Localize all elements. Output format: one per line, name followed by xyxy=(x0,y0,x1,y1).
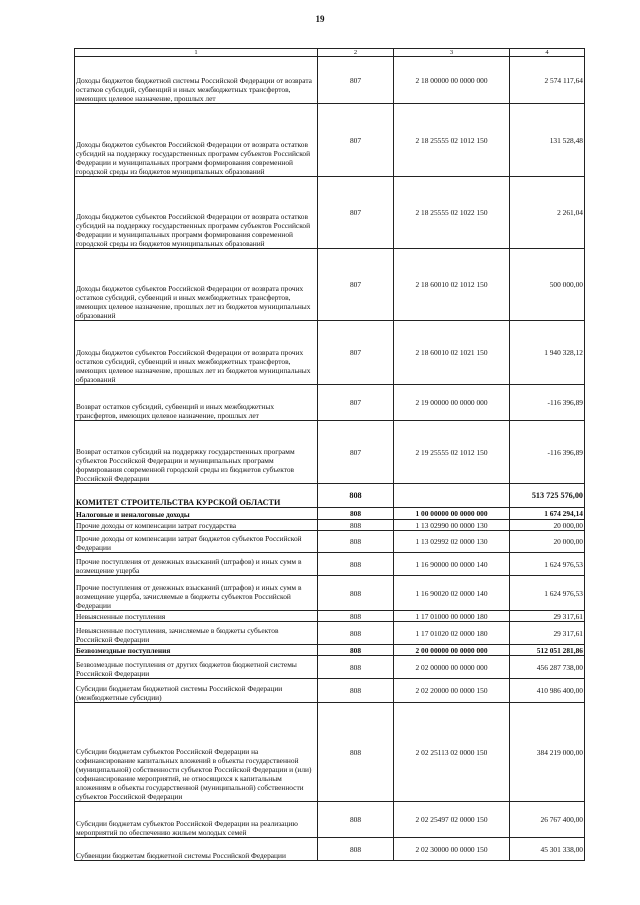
row-admin-code: 808 xyxy=(318,622,394,645)
row-admin-code: 807 xyxy=(318,321,394,385)
table-row xyxy=(75,645,585,656)
row-budget-code: 1 16 90000 00 0000 140 xyxy=(394,553,510,576)
row-amount: 1 624 976,53 xyxy=(510,553,585,576)
table-row xyxy=(75,321,585,385)
table-row xyxy=(75,679,585,703)
row-budget-code: 2 18 60010 02 1012 150 xyxy=(394,249,510,321)
row-admin-code: 808 xyxy=(318,484,394,508)
row-budget-code: 1 13 02992 02 0000 130 xyxy=(394,531,510,553)
row-name: Доходы бюджетов субъектов Российской Федерации от возврата остатков субсидий на поддержку государственных программ субъектов Российской Федерации и муниципальных программ формирования современной городской среды из бюджетов муниципальных образований xyxy=(75,104,318,177)
row-budget-code: 2 18 00000 00 0000 000 xyxy=(394,57,510,104)
table-row xyxy=(75,385,585,421)
row-budget-code: 2 02 30000 00 0000 150 xyxy=(394,838,510,861)
row-amount: 410 986 400,00 xyxy=(510,679,585,703)
row-amount: 2 574 117,64 xyxy=(510,57,585,104)
row-admin-code: 808 xyxy=(318,611,394,622)
row-amount: 1 674 294,14 xyxy=(510,508,585,520)
row-amount: 29 317,61 xyxy=(510,622,585,645)
row-name: Прочие доходы от компенсации затрат бюджетов субъектов Российской Федерации xyxy=(75,531,318,553)
row-name: Доходы бюджетов бюджетной системы Российской Федерации от возврата остатков субсидий, субвенций и иных межбюджетных трансфертов, имеющих целевое назначение, прошлых лет xyxy=(75,57,318,104)
row-admin-code: 808 xyxy=(318,838,394,861)
row-name: Безвозмездные поступления xyxy=(75,645,318,656)
row-admin-code: 808 xyxy=(318,508,394,520)
table-row xyxy=(75,57,585,104)
column-header: 4 xyxy=(510,49,585,57)
row-budget-code: 2 18 60010 02 1021 150 xyxy=(394,321,510,385)
column-header: 1 xyxy=(75,49,318,57)
row-name: Налоговые и неналоговые доходы xyxy=(75,508,318,520)
row-name: Прочие поступления от денежных взысканий (штрафов) и иных сумм в возмещение ущерба, зачисляемые в бюджеты субъектов Российской Федерации xyxy=(75,576,318,611)
row-amount: 1 940 328,12 xyxy=(510,321,585,385)
row-amount: 131 528,48 xyxy=(510,104,585,177)
row-admin-code: 808 xyxy=(318,656,394,679)
row-name: Субсидии бюджетам субъектов Российской Федерации на реализацию мероприятий по обеспечению жильем молодых семей xyxy=(75,802,318,838)
row-budget-code: 1 16 90020 02 0000 140 xyxy=(394,576,510,611)
row-budget-code: 2 02 25113 02 0000 150 xyxy=(394,703,510,802)
row-admin-code: 807 xyxy=(318,177,394,249)
column-header: 2 xyxy=(318,49,394,57)
row-amount: 500 000,00 xyxy=(510,249,585,321)
row-budget-code: 1 00 00000 00 0000 000 xyxy=(394,508,510,520)
row-name: Прочие доходы от компенсации затрат государства xyxy=(75,520,318,531)
row-budget-code: 2 00 00000 00 0000 000 xyxy=(394,645,510,656)
row-amount: -116 396,89 xyxy=(510,421,585,484)
row-admin-code: 807 xyxy=(318,385,394,421)
table-row xyxy=(75,703,585,802)
row-amount: 26 767 400,00 xyxy=(510,802,585,838)
row-amount: 1 624 976,53 xyxy=(510,576,585,611)
table-row xyxy=(75,249,585,321)
row-admin-code: 808 xyxy=(318,520,394,531)
row-admin-code: 808 xyxy=(318,531,394,553)
row-budget-code: 1 17 01020 02 0000 180 xyxy=(394,622,510,645)
row-name: Доходы бюджетов субъектов Российской Федерации от возврата остатков субсидий на поддержку государственных программ субъектов Российской Федерации и муниципальных программ формирования современной городской среды из бюджетов муниципальных образований xyxy=(75,177,318,249)
table-row xyxy=(75,838,585,861)
row-budget-code: 2 19 00000 00 0000 000 xyxy=(394,385,510,421)
row-name: Доходы бюджетов субъектов Российской Федерации от возврата прочих остатков субсидий, субвенций и иных межбюджетных трансфертов, имеющих целевое назначение, прошлых лет из бюджетов муниципальных образований xyxy=(75,249,318,321)
row-name: КОМИТЕТ СТРОИТЕЛЬСТВА КУРСКОЙ ОБЛАСТИ xyxy=(75,484,318,508)
row-amount: 29 317,61 xyxy=(510,611,585,622)
page-number: 19 xyxy=(315,14,325,24)
row-budget-code: 1 13 02990 00 0000 130 xyxy=(394,520,510,531)
table-row xyxy=(75,508,585,520)
row-budget-code: 2 19 25555 02 1012 150 xyxy=(394,421,510,484)
row-name: Доходы бюджетов субъектов Российской Федерации от возврата прочих остатков субсидий, субвенций и иных межбюджетных трансфертов, имеющих целевое назначение, прошлых лет из бюджетов муниципальных образований xyxy=(75,321,318,385)
row-name: Субсидии бюджетам бюджетной системы Российской Федерации (межбюджетные субсидии) xyxy=(75,679,318,703)
row-budget-code: 2 02 25497 02 0000 150 xyxy=(394,802,510,838)
row-budget-code: 2 18 25555 02 1012 150 xyxy=(394,104,510,177)
table-row xyxy=(75,421,585,484)
row-admin-code: 808 xyxy=(318,802,394,838)
row-name: Невыясненные поступления, зачисляемые в бюджеты субъектов Российской Федерации xyxy=(75,622,318,645)
row-name: Безвозмездные поступления от других бюджетов бюджетной системы Российской Федерации xyxy=(75,656,318,679)
table-row xyxy=(75,802,585,838)
row-name: Прочие поступления от денежных взысканий (штрафов) и иных сумм в возмещение ущерба xyxy=(75,553,318,576)
row-budget-code xyxy=(394,484,510,508)
table-header-row xyxy=(75,49,585,57)
row-admin-code: 808 xyxy=(318,576,394,611)
row-admin-code: 808 xyxy=(318,553,394,576)
table-row xyxy=(75,177,585,249)
table-row xyxy=(75,611,585,622)
table-row xyxy=(75,656,585,679)
row-name: Возврат остатков субсидий, субвенций и иных межбюджетных трансфертов, имеющих целевое назначение, прошлых лет xyxy=(75,385,318,421)
row-budget-code: 2 02 20000 00 0000 150 xyxy=(394,679,510,703)
row-admin-code: 808 xyxy=(318,679,394,703)
table-row xyxy=(75,553,585,576)
row-amount: 20 000,00 xyxy=(510,520,585,531)
row-amount: 2 261,04 xyxy=(510,177,585,249)
column-header: 3 xyxy=(394,49,510,57)
row-amount: 512 051 281,86 xyxy=(510,645,585,656)
row-name: Субвенции бюджетам бюджетной системы Российской Федерации xyxy=(75,838,318,861)
row-admin-code: 807 xyxy=(318,421,394,484)
row-amount: 384 219 000,00 xyxy=(510,703,585,802)
row-budget-code: 2 18 25555 02 1022 150 xyxy=(394,177,510,249)
table-row xyxy=(75,520,585,531)
row-budget-code: 1 17 01000 00 0000 180 xyxy=(394,611,510,622)
table-row xyxy=(75,104,585,177)
table-row xyxy=(75,622,585,645)
table-row xyxy=(75,531,585,553)
table-row xyxy=(75,576,585,611)
row-amount: 20 000,00 xyxy=(510,531,585,553)
row-amount: -116 396,89 xyxy=(510,385,585,421)
row-admin-code: 807 xyxy=(318,104,394,177)
row-amount: 45 301 338,00 xyxy=(510,838,585,861)
row-amount: 513 725 576,00 xyxy=(510,484,585,508)
row-admin-code: 808 xyxy=(318,645,394,656)
row-admin-code: 808 xyxy=(318,703,394,802)
row-name: Субсидии бюджетам субъектов Российской Федерации на софинансирование капитальных вложений в объекты государственной (муниципальной) собственности субъектов Российской Федерации и (или) софинансирование мероприятий, не относящихся к капитальным вложениям в объекты государственной (муниципальной) собственности субъектов Российской Федерации xyxy=(75,703,318,802)
row-budget-code: 2 02 00000 00 0000 000 xyxy=(394,656,510,679)
row-name: Невыясненные поступления xyxy=(75,611,318,622)
table-row xyxy=(75,484,585,508)
row-admin-code: 807 xyxy=(318,249,394,321)
row-admin-code: 807 xyxy=(318,57,394,104)
row-name: Возврат остатков субсидий на поддержку государственных программ субъектов Российской Федерации и муниципальных программ формирования современной городской среды из бюджетов субъектов Российской Федерации xyxy=(75,421,318,484)
revenue-table xyxy=(74,48,585,861)
row-amount: 456 287 738,00 xyxy=(510,656,585,679)
